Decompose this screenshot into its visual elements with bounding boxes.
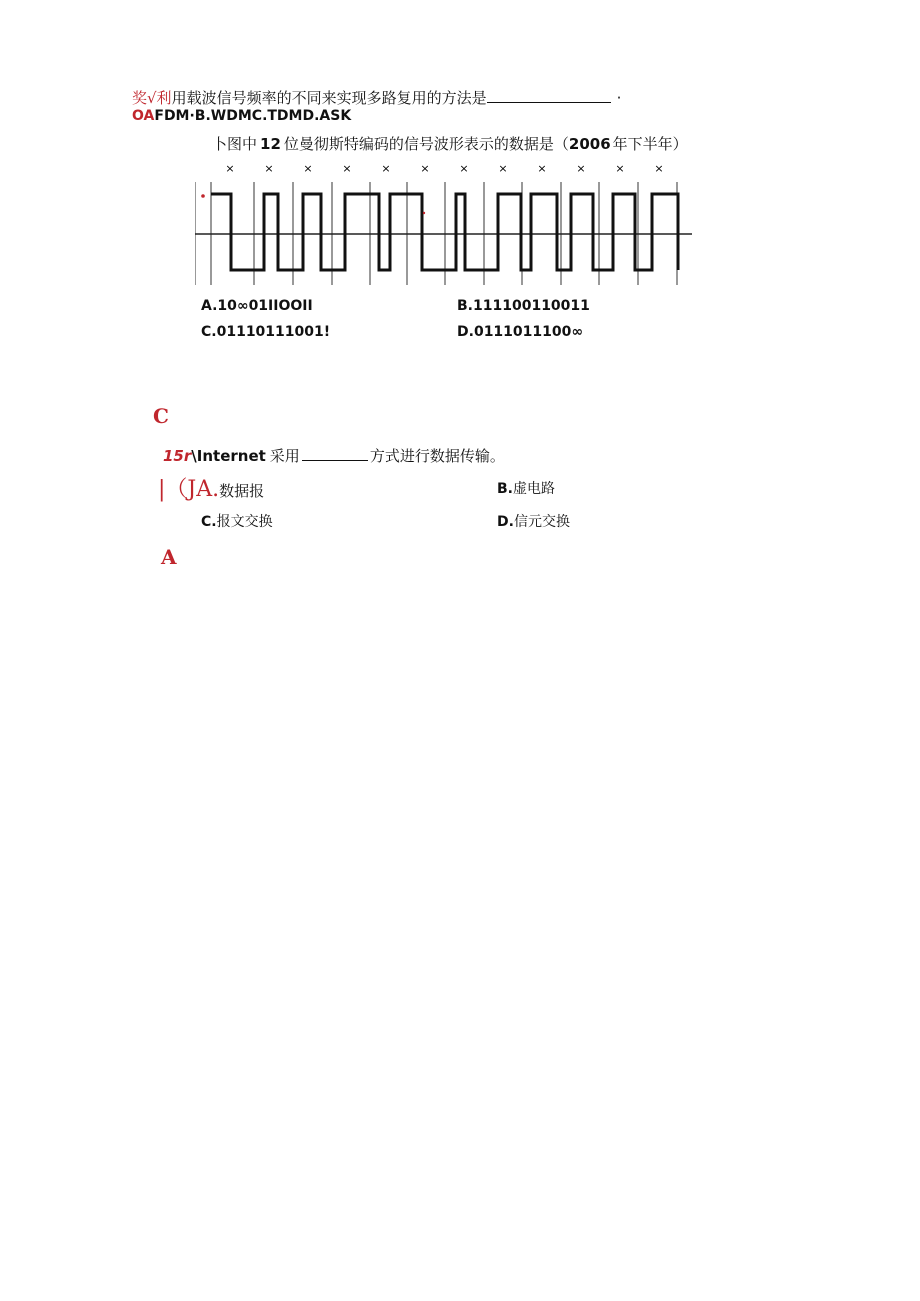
bit-mark: ×: [381, 162, 391, 175]
q3-option-d: [497, 511, 570, 531]
option-text: 报文交换: [216, 514, 273, 530]
option-text: 信元交换: [513, 514, 570, 530]
stray-dot: [201, 194, 205, 198]
option-label: B.: [497, 481, 513, 497]
q2-stem-part1: 图中: [227, 135, 258, 153]
q1-prefix: 奖√利: [132, 89, 172, 107]
bit-mark: ×: [654, 162, 664, 175]
q1-stem: [132, 87, 621, 108]
bit-mark: ×: [498, 162, 508, 175]
q1-options-text: FDM·B.WDMC.TDMD.ASK: [154, 108, 352, 124]
q2-year: 2006: [568, 135, 611, 153]
bit-mark: ×: [342, 162, 352, 175]
option-label: C.: [201, 514, 217, 530]
option-label: D.: [497, 514, 514, 530]
q2-stem-part3: 年下半年）: [612, 135, 688, 153]
bit-mark: ×: [576, 162, 586, 175]
manchester-waveform-figure: [195, 161, 692, 285]
q2-prefix: 卜: [212, 135, 228, 153]
bit-mark: ×: [225, 162, 235, 175]
bit-mark: ×: [459, 162, 469, 175]
q3-stem: [163, 445, 505, 466]
q1-suffix: ·: [616, 89, 622, 107]
q2-stem: [212, 133, 688, 154]
q3-option-b: [497, 478, 555, 498]
option-text: 0111011100∞: [473, 324, 584, 340]
q2-option-a: [201, 298, 313, 314]
q3-number: 15r: [163, 447, 192, 465]
handwritten-mark: |（JA.: [158, 477, 220, 502]
q3-stem-part2: 方式进行数据传输。: [369, 447, 505, 465]
bit-mark: ×: [420, 162, 430, 175]
q2-answer: C: [153, 404, 169, 428]
q1-blank: [487, 88, 611, 103]
q3-blank: [302, 446, 368, 461]
q2-stem-part2: 位曼彻斯特编码的信号波形表示的数据是（: [283, 135, 569, 153]
bit-mark: ×: [537, 162, 547, 175]
option-label: D.: [457, 324, 474, 340]
q1-text: 用载波信号频率的不同来实现多路复用的方法是: [171, 89, 487, 107]
bit-mark: ×: [615, 162, 625, 175]
q3-internet: Internet: [196, 447, 266, 465]
bit-mark: ×: [303, 162, 313, 175]
option-label: C.: [201, 324, 217, 340]
q2-option-b: [457, 298, 590, 314]
bit-marks: [225, 162, 663, 175]
option-text: 10∞01IIOOII: [217, 298, 313, 314]
q3-option-c: [201, 511, 273, 531]
q3-bar: \: [191, 447, 197, 465]
option-label: B.: [457, 298, 473, 314]
q1-options: [132, 108, 351, 124]
q3-stem-part1: 采用: [269, 447, 300, 465]
stray-dot: [423, 212, 425, 214]
option-text: 01110111001!: [216, 324, 331, 340]
option-label: A.: [201, 298, 218, 314]
option-text: 虚电路: [513, 481, 555, 497]
q3-answer: A: [161, 545, 177, 569]
q3-option-a: [158, 472, 264, 503]
q2-option-c: [201, 324, 330, 340]
q1-option-a-mark: OA: [132, 108, 155, 124]
bit-mark: ×: [264, 162, 274, 175]
q2-option-d: [457, 324, 583, 340]
option-text: 111100110011: [473, 298, 590, 314]
option-text: 数据报: [219, 482, 265, 500]
q2-number-12: 12: [260, 135, 281, 153]
